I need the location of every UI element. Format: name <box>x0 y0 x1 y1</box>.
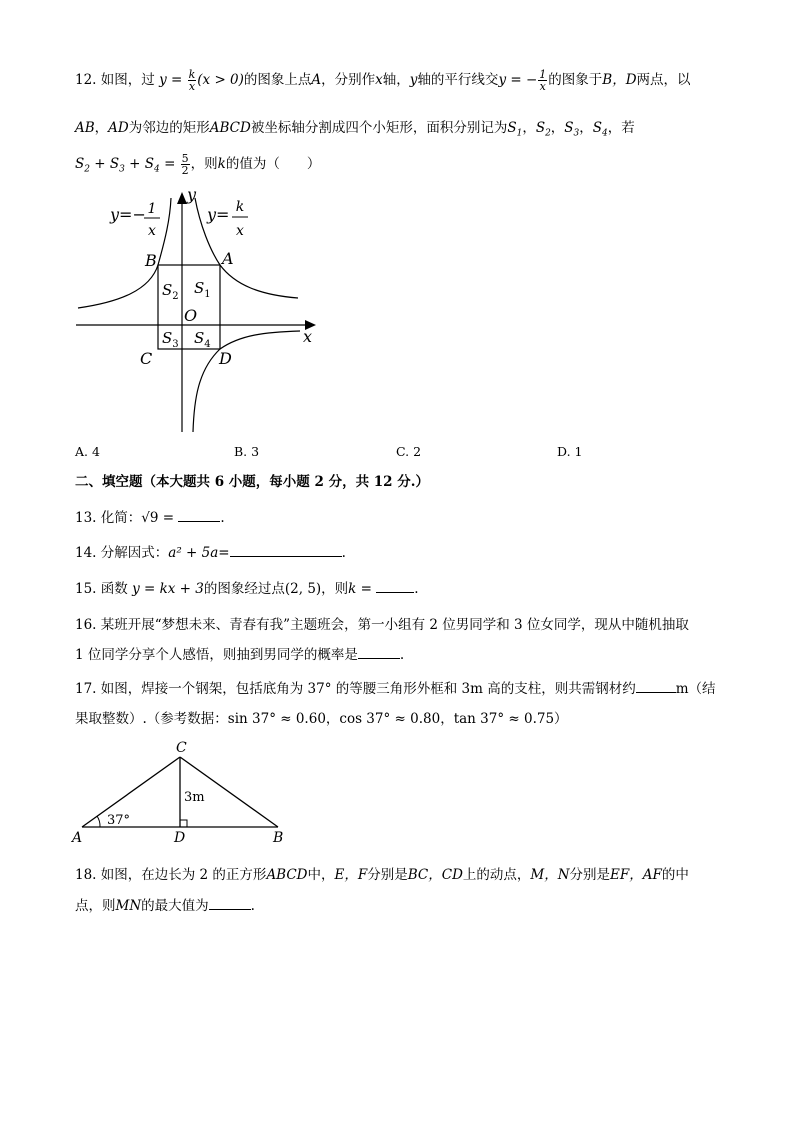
section-heading: 二、填空题（本大题共 6 小题，每小题 2 分，共 12 分.） <box>75 474 429 490</box>
label-point-d: D <box>174 830 186 846</box>
label-right-num: k <box>235 199 245 215</box>
label-s1: $S_1$ <box>194 279 211 300</box>
q12-line-3: $S_2 + S_3 + S_4$ = $\frac{5}{2}$ ，则k的值为（ ） <box>75 152 321 177</box>
q17-line-2: 果取整数）.（参考数据：sin 37° ≈ 0.60，cos 37° ≈ 0.80，tan 37° ≈ 0.75） <box>75 711 568 727</box>
label-point-a: A <box>72 830 83 846</box>
q16-line-1: 16. 某班开展“梦想未来、青春有我”主题班会，第一小组有 2 位男同学和 3 位女同学，现从中随机抽取 <box>75 617 689 633</box>
fraction-1-over-x: $\frac{1}{x}$ <box>539 68 547 93</box>
option-d: D. 1 <box>557 444 583 459</box>
label-left-den: x <box>148 223 156 239</box>
label-x-axis: x <box>303 327 313 346</box>
answer-blank <box>636 680 676 693</box>
label-point-c: C <box>176 740 187 756</box>
right-angle-mark <box>180 820 187 827</box>
answer-blank <box>178 509 220 522</box>
label-left-num: 1 <box>147 201 157 217</box>
label-point-a: A <box>222 249 234 268</box>
q12-line-1: 12. 如图，过 y = $\frac{k}{x}$ (x > 0)的图象上点A，分别作x轴，y轴的平行线交y = − $\frac{1}{x}$ 的图象于B，D两点，以 <box>75 68 691 93</box>
label-origin: O <box>184 306 198 325</box>
label-point-c: C <box>140 349 153 368</box>
label-right-den: x <box>236 223 244 239</box>
q17-line-1: 17. 如图，焊接一个钢架，包括底角为 37° 的等腰三角形外框和 3m 高的支柱，则共需钢材约 m（结 <box>75 681 716 697</box>
q15: 15. 函数 y = kx + 3的图象经过点(2, 5)，则k = . <box>75 581 419 597</box>
label-s3: $S_3$ <box>162 329 179 350</box>
label-point-b: B <box>145 251 157 270</box>
angle-arc <box>97 816 100 827</box>
label-y-axis: y <box>187 185 197 204</box>
figure-12-hyperbola <box>70 185 330 435</box>
label-left-curve: y=− <box>110 205 146 224</box>
fraction-k-over-x: $\frac{k}{x}$ <box>188 68 196 93</box>
option-b: B. 3 <box>234 444 260 459</box>
q14: 14. 分解因式：a² + 5a= . <box>75 545 346 561</box>
q12-line-2: AB，AD为邻边的矩形ABCD被坐标轴分割成四个小矩形，面积分别记为$S_1$，$S_2$，$S_3$，$S_4$，若 <box>75 120 635 139</box>
option-a: A. 4 <box>75 444 100 459</box>
fraction-5-over-2: $\frac{5}{2}$ <box>181 152 189 177</box>
q18-line-1: 18. 如图，在边长为 2 的正方形ABCD中，E，F分别是BC，CD上的动点，M，N分别是EF，AF的中 <box>75 867 689 883</box>
q18-line-2: 点，则MN的最大值为 . <box>75 898 255 914</box>
answer-blank <box>209 897 251 910</box>
label-right-curve: y= <box>207 205 230 224</box>
figure-17-triangle <box>70 735 295 847</box>
answer-blank <box>230 544 342 557</box>
label-point-b: B <box>273 830 284 846</box>
side-ac <box>82 757 180 827</box>
label-height: 3m <box>184 790 205 805</box>
answer-blank <box>376 580 414 593</box>
answer-blank <box>358 646 400 659</box>
label-s4: $S_4$ <box>194 329 211 350</box>
option-c: C. 2 <box>396 444 422 459</box>
label-angle: 37° <box>107 813 131 828</box>
label-point-d: D <box>219 349 232 368</box>
q16-line-2: 1 位同学分享个人感悟，则抽到男同学的概率是 . <box>75 647 405 663</box>
q13: 13. 化简：√9 = . <box>75 510 225 526</box>
y-axis-arrow <box>177 192 187 204</box>
label-s2: $S_2$ <box>162 281 179 302</box>
